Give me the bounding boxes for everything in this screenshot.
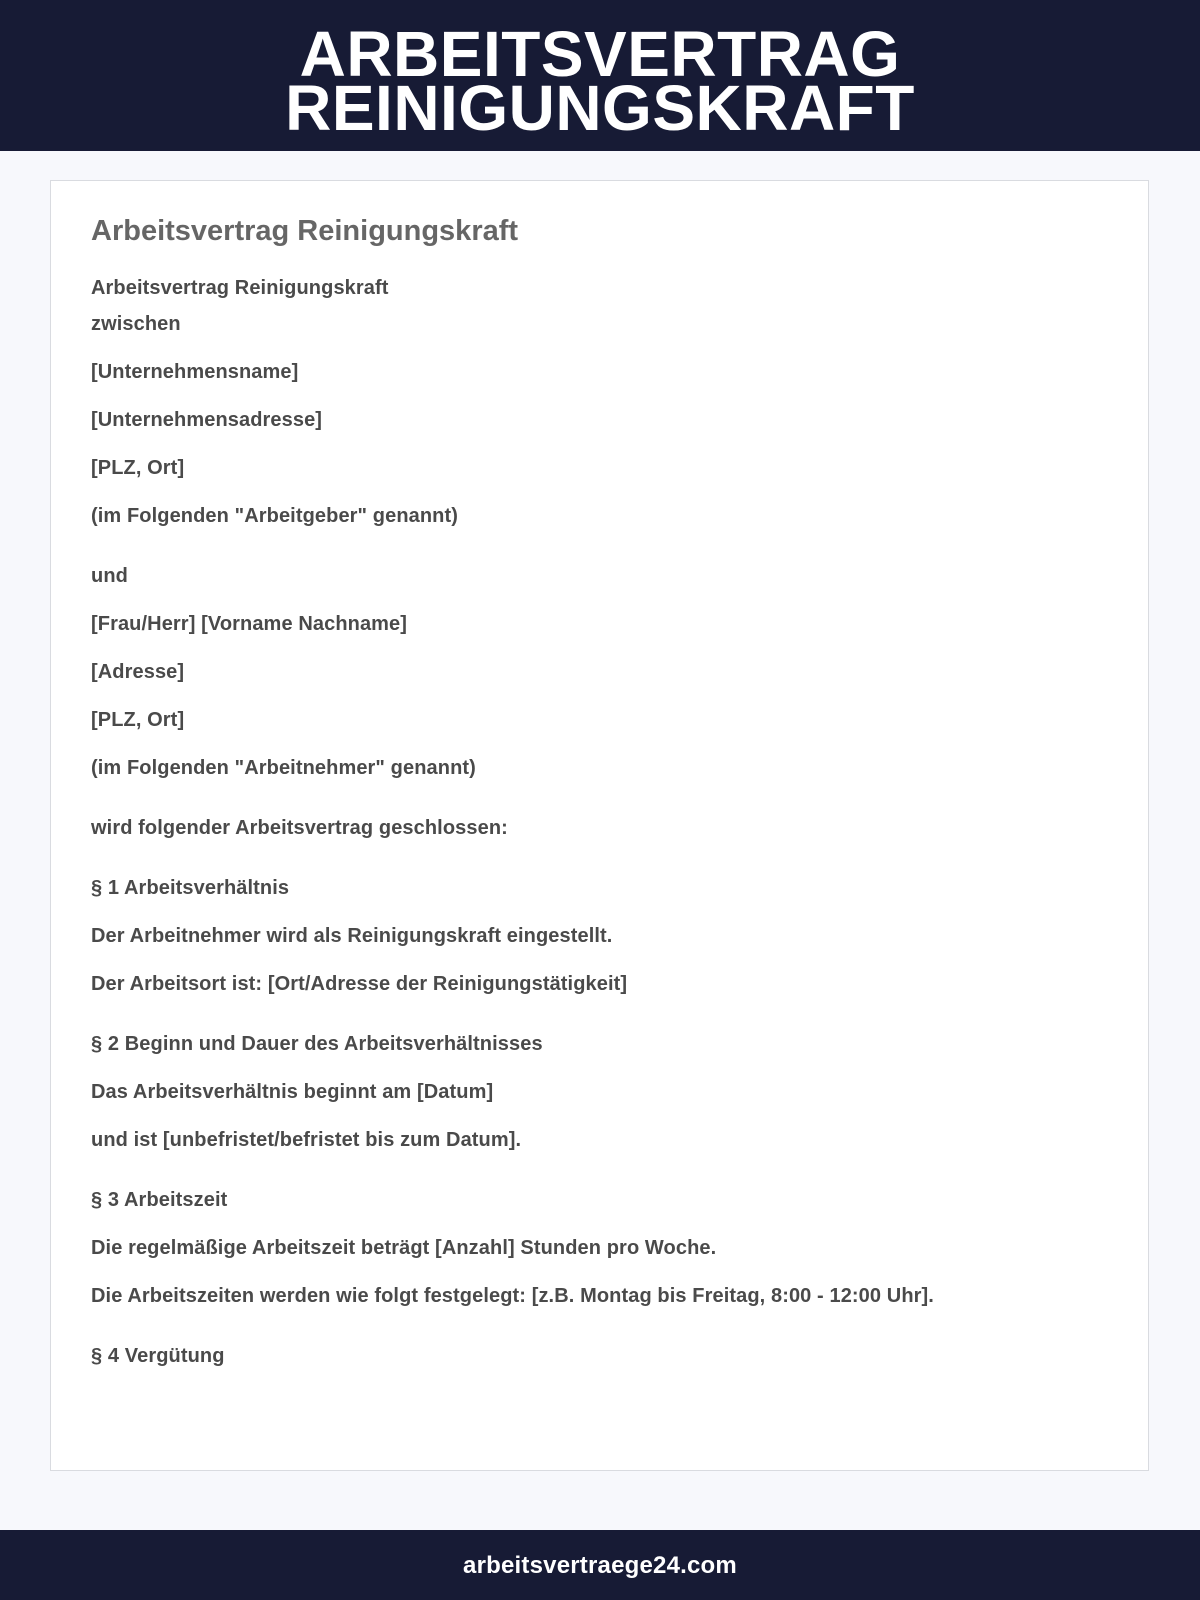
footer-site-name: arbeitsvertraege24.com xyxy=(463,1552,737,1579)
section-heading-3: § 3 Arbeitszeit xyxy=(91,1189,228,1211)
section-2-line-2: und ist [unbefristet/befristet bis zum Datum]. xyxy=(91,1129,522,1151)
document-line-employee-city: [PLZ, Ort] xyxy=(91,709,185,731)
page-title xyxy=(0,0,1200,144)
section-heading-2: § 2 Beginn und Dauer des Arbeitsverhältnisses xyxy=(91,1033,543,1055)
section-heading-4: § 4 Vergütung xyxy=(91,1345,225,1367)
section-2-line-1: Das Arbeitsverhältnis beginnt am [Datum] xyxy=(91,1081,494,1103)
document-line-und: und xyxy=(91,565,128,587)
document-line-employer-city: [PLZ, Ort] xyxy=(91,457,185,479)
section-3-line-1: Die regelmäßige Arbeitszeit beträgt [Anzahl] Stunden pro Woche. xyxy=(91,1237,717,1259)
document-line-employee-address: [Adresse] xyxy=(91,661,185,683)
section-1-line-1: Der Arbeitnehmer wird als Reinigungskraft eingestellt. xyxy=(91,925,613,947)
document-heading: Arbeitsvertrag Reinigungskraft xyxy=(91,215,519,247)
section-1-line-2: Der Arbeitsort ist: [Ort/Adresse der Reinigungstätigkeit] xyxy=(91,973,628,995)
document-line-employer-address: [Unternehmensadresse] xyxy=(91,409,323,431)
section-heading-1: § 1 Arbeitsverhältnis xyxy=(91,877,290,899)
page-header xyxy=(0,0,1200,151)
document-line-employee-note: (im Folgenden "Arbeitnehmer" genannt) xyxy=(91,757,476,779)
document-line-contract-title: Arbeitsvertrag Reinigungskraft xyxy=(91,277,389,299)
page-title-line-2: REINIGUNGSKRAFT xyxy=(285,72,915,144)
document-card xyxy=(50,180,1149,1471)
page-title-line-1: ARBEITSVERTRAG xyxy=(299,18,901,90)
document-line-zwischen: zwischen xyxy=(91,313,181,335)
section-3-line-2: Die Arbeitszeiten werden wie folgt festgelegt: [z.B. Montag bis Freitag, 8:00 - 12:00 Uhr]. xyxy=(91,1285,934,1307)
document-line-agreement: wird folgender Arbeitsvertrag geschlossen: xyxy=(91,817,508,839)
document-line-employee-name: [Frau/Herr] [Vorname Nachname] xyxy=(91,613,408,635)
document-line-employer-name: [Unternehmensname] xyxy=(91,361,299,383)
page-footer xyxy=(0,1530,1200,1600)
document-line-employer-note: (im Folgenden "Arbeitgeber" genannt) xyxy=(91,505,459,527)
